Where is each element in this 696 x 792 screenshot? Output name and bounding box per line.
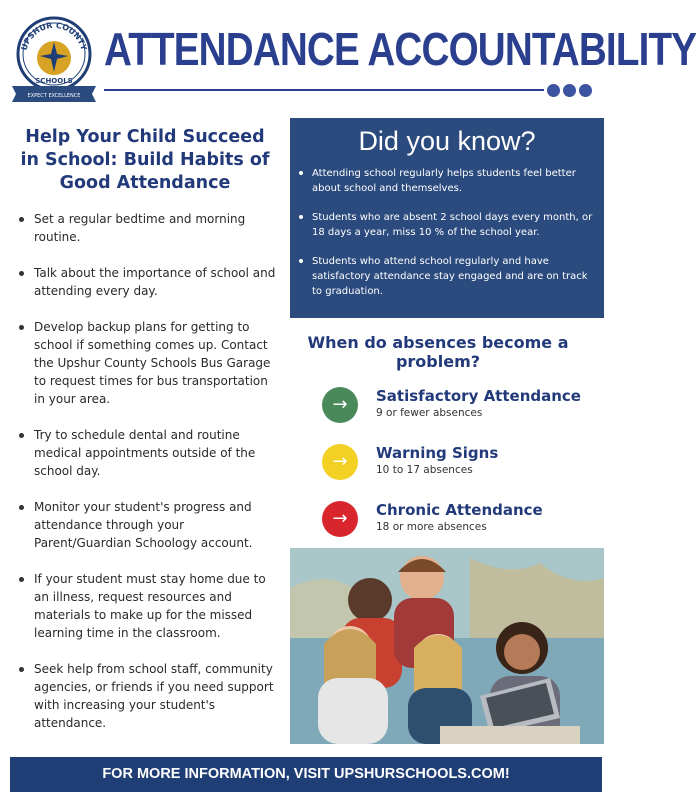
- tips-list: [18, 210, 280, 750]
- level-title: Warning Signs: [376, 444, 499, 462]
- fact-item: Students who attend school regularly and have satisfactory attendance stay engaged and are on track to graduation.: [298, 254, 594, 299]
- level-chronic: [322, 501, 602, 541]
- fact-item: Students who are absent 2 school days every month, or 18 days a year, miss 10 % of the school year.: [298, 210, 594, 240]
- list-item: Monitor your student's progress and attendance through your Parent/Guardian Schoology account.: [18, 498, 280, 552]
- footer-banner: FOR MORE INFORMATION, VISIT UPSHURSCHOOLS.COM!: [10, 757, 602, 792]
- level-title: Satisfactory Attendance: [376, 387, 581, 405]
- level-warning: [322, 444, 602, 484]
- list-item: Try to schedule dental and routine medical appointments outside of the school day.: [18, 426, 280, 480]
- title-rule: [104, 89, 544, 91]
- did-you-know-box: [290, 118, 604, 318]
- list-item: Seek help from school staff, community agencies, or friends if you need support with increasing your student's attendance.: [18, 660, 280, 732]
- logo-top-text: UPSHUR COUNTY: [19, 20, 89, 52]
- level-subtitle: 9 or fewer absences: [376, 407, 483, 419]
- list-item: If your student must stay home due to an illness, request resources and materials to make up for the missed learning time in the classroom.: [18, 570, 280, 642]
- level-title: Chronic Attendance: [376, 501, 543, 519]
- list-item: Talk about the importance of school and attending every day.: [18, 264, 280, 300]
- level-satisfactory: [322, 387, 602, 427]
- arrow-right-icon: →: [322, 444, 358, 480]
- arrow-right-icon: →: [322, 501, 358, 537]
- absences-heading: When do absences become a problem?: [307, 333, 569, 371]
- school-logo: [8, 10, 100, 106]
- page-title: ATTENDANCE ACCOUNTABILITY: [104, 23, 696, 75]
- logo-ribbon-text: EXPECT EXCELLENCE: [27, 93, 81, 99]
- fact-item: Attending school regularly helps students feel better about school and themselves.: [298, 166, 594, 196]
- decorative-dots: [544, 82, 592, 101]
- left-heading: Help Your Child Succeed in School: Build Habits of Good Attendance: [20, 127, 270, 193]
- did-you-know-title: Did you know?: [358, 126, 536, 156]
- logo-bottom-text: SCHOOLS: [35, 77, 73, 85]
- students-photo: [290, 548, 604, 744]
- list-item: Set a regular bedtime and morning routine.: [18, 210, 280, 246]
- list-item: Develop backup plans for getting to school if something comes up. Contact the Upshur County Schools Bus Garage to request times for bus transportation in your area.: [18, 318, 280, 408]
- level-subtitle: 18 or more absences: [376, 521, 487, 533]
- level-subtitle: 10 to 17 absences: [376, 464, 473, 476]
- arrow-right-icon: →: [322, 387, 358, 423]
